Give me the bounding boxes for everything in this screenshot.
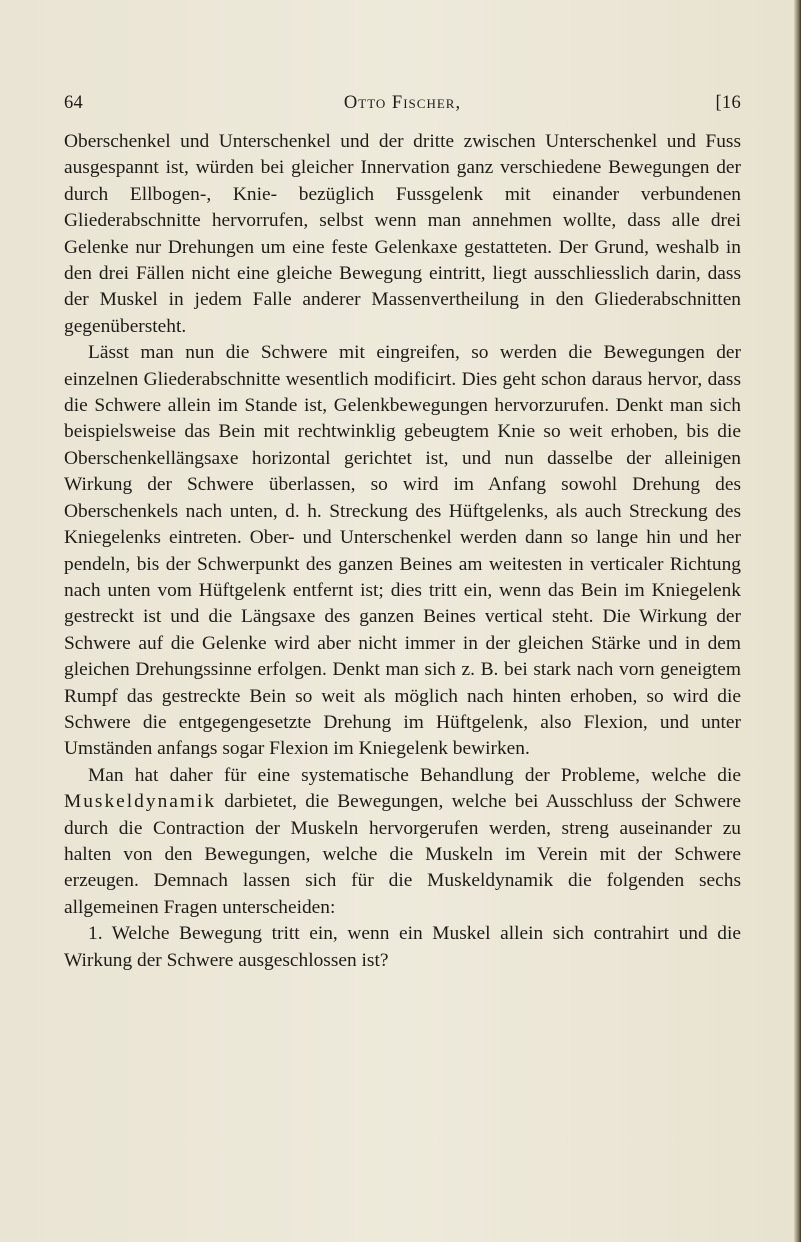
paragraph-text: darbietet, die Bewegungen, welche bei Ausschluss der Schwere durch die Contraction der Muskeln hervorgerufen werden, streng auseinander zu halten von den Bewegungen, welche die Muskeln im Verein mit der Schwere erzeugen. Demnach lassen sich für die Muskeldynamik die folgenden sechs allgemeinen Fragen unterscheiden: bbox=[64, 791, 741, 918]
page-edge bbox=[794, 0, 801, 1242]
running-title: Otto Fischer, bbox=[343, 93, 462, 113]
paragraph: Oberschenkel und Unterschenkel und der dritte zwischen Unterschenkel und Fuss ausgespannt ist, würden bei gleicher Innervation ganz verschiedene Bewegungen der durch Ellbogen-, Knie- bezüglich Fussgelenk mit einander verbundenen Gliederabschnitte hervorrufen, selbst wenn man annehmen wollte, dass alle drei Gelenke nur Drehungen um eine feste Gelenkaxe gestatteten. Der Grund, weshalb in den drei Fällen nicht eine gleiche Bewegung eintritt, liegt ausschliesslich darin, dass der Muskel in jedem Falle anderer Massenvertheilung in den Gliederabschnitten gegenübersteht. bbox=[64, 131, 741, 337]
page-number: 64 bbox=[64, 93, 84, 113]
numbered-question: 1. Welche Bewegung tritt ein, wenn ein Muskel allein sich contrahirt und die Wirkung der Schwere ausgeschlossen ist? bbox=[64, 923, 741, 971]
emphasized-term: Muskeldynamik bbox=[64, 791, 217, 813]
body-text bbox=[64, 129, 741, 974]
paragraph-text: Man hat daher für eine systematische Behandlung der Probleme, welche die bbox=[88, 764, 741, 786]
running-header bbox=[64, 93, 741, 119]
paragraph bbox=[64, 763, 741, 921]
section-reference: [16 bbox=[715, 93, 741, 113]
paragraph: Lässt man nun die Schwere mit eingreifen, so werden die Bewegungen der einzelnen Gliederabschnitte wesentlich modificirt. Dies geht schon daraus hervor, dass die Schwere allein im Stande ist, Gelenkbewegungen hervorzurufen. Denkt man sich beispielsweise das Bein mit rechtwinklig gebeugtem Knie so weit erhoben, bis die Oberschenkellängsaxe horizontal gerichtet ist, und nun dasselbe der alleinigen Wirkung der Schwere überlassen, so wird im Anfang sowohl Drehung des Oberschenkels nach unten, d. h. Streckung des Hüftgelenks, als auch Streckung des Kniegelenks eintreten. Ober- und Unterschenkel werden dann so lange hin und her pendeln, bis der Schwerpunkt des ganzen Beines am weitesten in verticaler Richtung nach unten vom Hüftgelenk entfernt ist; dies tritt ein, wenn das Bein im Kniegelenk gestreckt ist und die Längsaxe des ganzen Beines vertical steht. Die Wirkung der Schwere auf die Gelenke wird aber nicht immer in der gleichen Stärke und in dem gleichen Drehungssinne erfolgen. Denkt man sich z. B. bei stark nach vorn geneigtem Rumpf das gestreckte Bein so weit als möglich nach hinten erhoben, so wird die Schwere die entgegengesetzte Drehung im Hüftgelenk, also Flexion, und unter Umständen anfangs sogar Flexion im Kniegelenk bewirken. bbox=[64, 342, 741, 760]
